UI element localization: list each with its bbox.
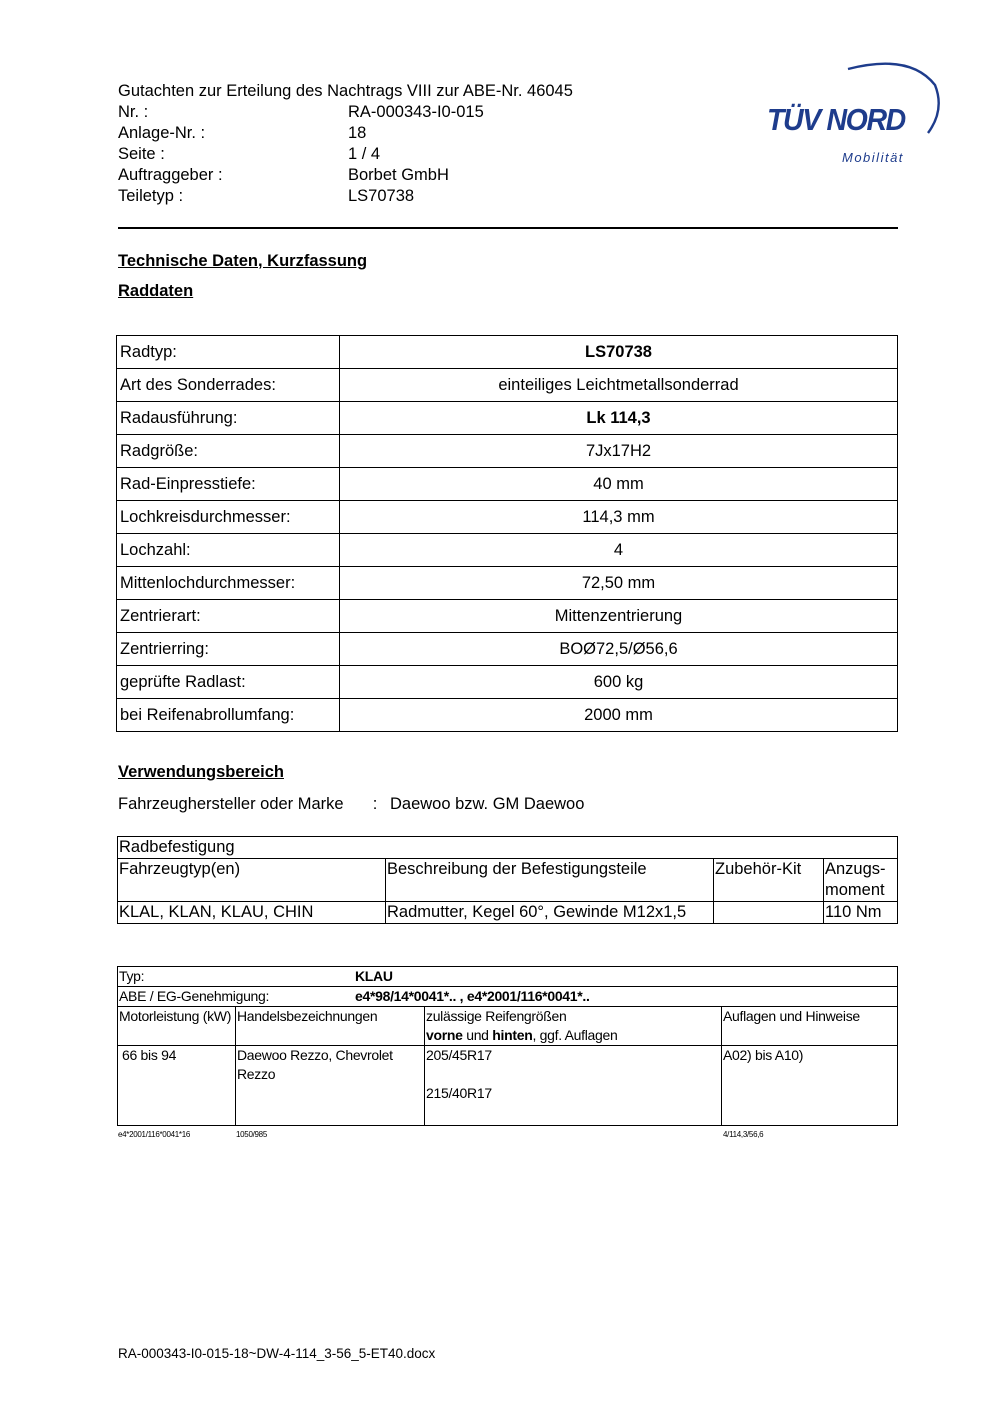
- small-code: e4*2001/116*0041*16: [118, 1130, 191, 1139]
- header-row-nr: [118, 102, 573, 123]
- wheel-value: 40 mm: [340, 468, 898, 501]
- typ-value: KLAU: [355, 968, 393, 984]
- wheel-label: Lochzahl:: [117, 534, 340, 567]
- small-code: 1050/985: [236, 1130, 267, 1139]
- table-row: [117, 369, 898, 402]
- wheel-label: Radtyp:: [117, 336, 340, 369]
- table-row: [117, 666, 898, 699]
- logo-subtitle: Mobilität: [842, 150, 904, 165]
- wheel-label: Mittenlochdurchmesser:: [117, 567, 340, 600]
- wheel-data-table: [116, 335, 898, 732]
- header-value: Borbet GmbH: [348, 166, 449, 184]
- wheel-label: Art des Sonderrades:: [117, 369, 340, 402]
- wheel-value: 600 kg: [340, 666, 898, 699]
- wheel-label: Zentrierart:: [117, 600, 340, 633]
- heading-tech: Technische Daten, Kurzfassung: [118, 252, 368, 270]
- mounting-description: Radmutter, Kegel 60°, Gewinde M12x1,5: [386, 902, 714, 924]
- header-value: 1 / 4: [348, 145, 381, 163]
- mounting-types: KLAL, KLAN, KLAU, CHIN: [118, 902, 386, 924]
- table-row: [118, 859, 898, 902]
- header-value: 18: [348, 124, 367, 142]
- mounting-header: Fahrzeugtyp(en): [118, 859, 386, 902]
- wheel-value: Mittenzentrierung: [340, 600, 898, 633]
- wheel-value: Lk 114,3: [340, 402, 898, 435]
- table-row: [118, 837, 898, 859]
- mounting-header: Anzugs-moment: [824, 859, 898, 902]
- document-title: Gutachten zur Erteilung des Nachtrags VIII zur ABE-Nr. 46045: [118, 82, 573, 100]
- wheel-value: 7Jx17H2: [340, 435, 898, 468]
- header-label: Nr. :: [118, 103, 149, 121]
- header-row-teiletyp: [118, 186, 573, 207]
- trade-value: Daewoo Rezzo, Chevrolet Rezzo: [236, 1046, 425, 1126]
- table-row: [118, 967, 898, 987]
- tires-front: vorne: [426, 1027, 463, 1043]
- tires-rest: , ggf. Auflagen: [532, 1027, 618, 1043]
- table-row: [117, 534, 898, 567]
- table-row: [117, 336, 898, 369]
- manufacturer-separator: :: [372, 795, 378, 813]
- table-row: [117, 699, 898, 732]
- wheel-label: Radgröße:: [117, 435, 340, 468]
- mounting-kit: [714, 902, 824, 924]
- header-label: Teiletyp :: [118, 187, 184, 205]
- wheel-value: LS70738: [340, 336, 898, 369]
- header-row-seite: [118, 144, 573, 165]
- tires-value: [425, 1046, 722, 1126]
- mounting-header: Beschreibung der Befestigungsteile: [386, 859, 714, 902]
- mounting-header: Zubehör-Kit: [714, 859, 824, 902]
- notes-value: A02) bis A10): [722, 1046, 898, 1126]
- header-label: Auftraggeber :: [118, 166, 223, 184]
- header-row-auftraggeber: [118, 165, 573, 186]
- header-tires-line1: zulässige Reifengrößen: [426, 1008, 567, 1024]
- header-tires: [425, 1007, 722, 1046]
- table-row: [117, 435, 898, 468]
- table-row: [117, 501, 898, 534]
- table-row: [118, 1046, 898, 1126]
- power-value: 66 bis 94: [118, 1046, 236, 1126]
- table-row: [118, 1007, 898, 1046]
- wheel-value: BOØ72,5/Ø56,6: [340, 633, 898, 666]
- wheel-label: geprüfte Radlast:: [117, 666, 340, 699]
- table-row: [117, 567, 898, 600]
- header-power: Motorleistung (kW): [118, 1007, 236, 1046]
- mounting-title: Radbefestigung: [118, 837, 898, 859]
- header-label: Seite :: [118, 145, 165, 163]
- manufacturer-line: [118, 795, 584, 814]
- header-label: Anlage-Nr. :: [118, 124, 206, 142]
- manufacturer-value: Daewoo bzw. GM Daewoo: [389, 795, 585, 813]
- table-row: [117, 468, 898, 501]
- wheel-label: bei Reifenabrollumfang:: [117, 699, 340, 732]
- logo-brand: TÜV NORD: [767, 102, 905, 137]
- wheel-value: 4: [340, 534, 898, 567]
- table-row: [118, 987, 898, 1007]
- table-row: [117, 600, 898, 633]
- tires-and: und: [462, 1027, 493, 1043]
- header-divider: [118, 227, 898, 229]
- wheel-value: einteiliges Leichtmetallsonderrad: [340, 369, 898, 402]
- table-row: [117, 633, 898, 666]
- tuv-nord-logo: [760, 55, 945, 175]
- table-row: [118, 902, 898, 924]
- wheel-label: Lochkreisdurchmesser:: [117, 501, 340, 534]
- wheel-value: 114,3 mm: [340, 501, 898, 534]
- vehicle-table: [117, 966, 898, 1126]
- heading-wheel: Raddaten: [118, 282, 194, 300]
- vehicle-typ-cell: [118, 967, 898, 987]
- typ-label: Typ:: [119, 968, 145, 984]
- manufacturer-label: Fahrzeughersteller oder Marke: [118, 795, 344, 813]
- vehicle-abe-cell: [118, 987, 898, 1007]
- tire-size-2: 215/40R17: [426, 1085, 492, 1101]
- wheel-label: Rad-Einpresstiefe:: [117, 468, 340, 501]
- wheel-value: 2000 mm: [340, 699, 898, 732]
- header-trade-names: Handelsbezeichnungen: [236, 1007, 425, 1046]
- tires-rear: hinten: [492, 1027, 533, 1043]
- abe-label: ABE / EG-Genehmigung:: [119, 988, 270, 1004]
- mounting-torque: 110 Nm: [824, 902, 898, 924]
- header-tires-line2: [426, 1026, 720, 1045]
- document-header: [118, 81, 573, 207]
- wheel-value: 72,50 mm: [340, 567, 898, 600]
- table-row: [117, 402, 898, 435]
- header-row-anlage: [118, 123, 573, 144]
- abe-value: e4*98/14*0041*.. , e4*2001/116*0041*..: [355, 988, 590, 1004]
- mounting-table: [117, 836, 898, 924]
- tire-size-1: 205/45R17: [426, 1047, 492, 1063]
- heading-usage: Verwendungsbereich: [118, 763, 284, 781]
- header-value: LS70738: [348, 187, 415, 205]
- header-notes: Auflagen und Hinweise: [722, 1007, 898, 1046]
- wheel-label: Zentrierring:: [117, 633, 340, 666]
- wheel-label: Radausführung:: [117, 402, 340, 435]
- header-value: RA-000343-I0-015: [348, 103, 484, 121]
- footer-filename: RA-000343-I0-015-18~DW-4-114_3-56_5-ET40.docx: [118, 1346, 436, 1361]
- small-code: 4/114,3/56,6: [723, 1130, 764, 1139]
